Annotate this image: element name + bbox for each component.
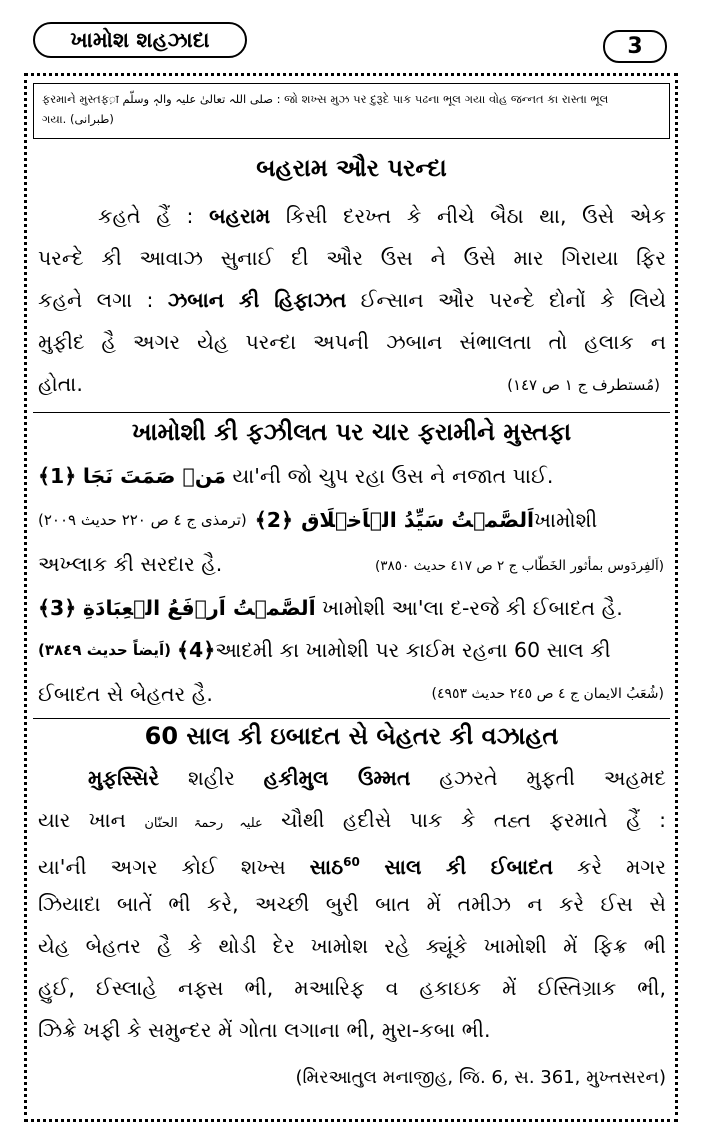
text: ઈન્સાન ઔર પરન્દે દોનોં કે લિયે: [346, 288, 666, 312]
arabic-text: مَنۡ صَمَتَ نَجَا: [82, 464, 226, 488]
body-line: અખ્લાક કી સરદાર હૈ.: [38, 552, 223, 576]
text: ખામોશી: [534, 508, 598, 532]
section-heading-bahram: બહરામ ઔર પરન્દા: [256, 154, 447, 182]
item-marker: ﴾2﴿: [254, 508, 294, 532]
item-marker: ﴾1﴿: [38, 464, 77, 488]
bold-phrase: સાઠ: [309, 854, 344, 879]
text: આદમી કા ખામોશી પર કાઈમ રહના 60 સાલ કી: [215, 638, 611, 662]
body-line: [38, 202, 666, 230]
citation: (اَیضاً حدیث ٣٨٤٩): [38, 641, 171, 659]
saying-line-1: ફરમાને મુસ્તફ़ा صلی اللہ تعالیٰ علیہ والہٖ وسلّم : જો શખ્સ મુઝ પર દુરૂદે પાક પઢના ભૂલ ગયા વોહ જન્નત કા રાસ્તા ભૂલ: [42, 92, 609, 106]
citation: (મિરઆતુલ મનાજીહ, જિ. 6, સ. 361, મુખ્તસરન): [295, 1067, 666, 1088]
hadith-2: [38, 506, 666, 534]
bold-phrase: હકીમુલ ઉમ્મત: [263, 766, 411, 790]
body-line: હોતા.: [38, 372, 83, 396]
book-title-text: ખામોશ શહઝાદા: [70, 27, 210, 52]
hadith-1: [38, 462, 666, 490]
citation: (اَلفِردَوس بمأثور الخَطّاب ج ٢ ص ٤١٧ حدیث ٣٨٥٠): [375, 558, 664, 574]
text: કહતે હૈં :: [98, 204, 210, 228]
arabic-text: اَلصَّمۡتُ اَرۡفَعُ الۡعِبَادَةِ: [82, 596, 316, 620]
text: શહીર: [159, 766, 264, 790]
bold-phrase: ઝબાન કી હિફાઝત: [167, 288, 347, 312]
text: યા'ની અગર કોઈ શખ્સ: [38, 854, 310, 879]
body-line: ઈબાદત સે બેહતર હૈ.: [38, 682, 213, 706]
bold-phrase: મુફસ્સિરે: [88, 766, 160, 790]
text: યા'ની જો ચુપ રહા ઉસ ને નજાત પાઈ.: [225, 464, 554, 488]
arabic-honorific: علیہ رحمۃ الحنّان: [144, 816, 263, 831]
body-line: હુઈ, ઈસ્લાહે નફ્સ ભી, મઆરિફ વ હકાઇક મેં ઈસ્તિગ્રાક ભી,: [38, 976, 666, 1000]
text: ચૌથી હદીસે પાક કે તહ્ત ફરમાતે હૈં :: [262, 808, 666, 832]
name-bahram: બહરામ: [209, 204, 271, 228]
book-title: [33, 22, 247, 58]
body-line: ઝિયાદા બાતેં ભી કરે, અચ્છી બુરી બાત મેં તમીઝ ન કરે ઈસ સે: [38, 892, 666, 916]
citation: (شُعَبُ الایمان ج ٤ ص ٢٤٥ حدیث ٤٩٥٣): [431, 686, 664, 702]
page-number: [603, 30, 667, 63]
saying-box: [33, 83, 670, 139]
bold-phrase: સાલ કી ઈબાદત: [359, 854, 554, 879]
item-marker: ﴾3﴿: [38, 596, 77, 620]
body-line: મુફીદ હૈ અગર યેહ પરન્દા અપની ઝબાન સંભાલતા તો હલાક ન: [38, 330, 666, 354]
arabic-text: اَلصَّمۡتُ سَیِّدُ الۡاَخۡلَاق: [301, 508, 535, 532]
text: કહને લગા :: [38, 288, 168, 312]
hadith-3: [38, 594, 666, 622]
divider: [33, 718, 670, 719]
body-line: [38, 806, 666, 838]
body-line: [38, 286, 666, 314]
text: હઝરતે મુફતી અહમદ: [410, 766, 666, 790]
divider: [33, 412, 670, 413]
superscript: 60: [343, 855, 360, 869]
section-heading-virtue: ખામોશી કી ફઝીલત પર ચાર ફરામીને મુસ્તફા: [131, 418, 572, 446]
body-line: ઝિક્રે ખફી કે સમુન્દર મેં ગોતા લગાના ભી, મુરા-કબા ભી.: [38, 1018, 491, 1042]
body-line: [38, 764, 666, 792]
text: યાર ખાન: [38, 808, 145, 832]
body-line: [38, 848, 666, 881]
text: કિસી દરખ્ત કે નીચે બૈઠા થા, ઉસે એક: [270, 204, 667, 228]
body-line: પરન્દે કી આવાઝ સુનાઈ દી ઔર ઉસ ને ઉસે માર ગિરાયા ફિર: [38, 246, 666, 270]
text: ખામોશી આ'લા દ-રજે કી ઈબાદત હૈ.: [315, 596, 623, 620]
body-line: યેહ બેહતર હૈ કે થોડી દેર ખામોશ રહે ક્યૂંકે ખામોશી મેં ફિક્ર ભી: [38, 934, 666, 958]
section-heading-explanation: 60 સાલ કી ઇબાદત સે બેહતર કી વઝાહત: [144, 722, 559, 750]
citation: (ترمذی ج ٤ ص ٢٢٠ حدیث ٢٠٠٩): [38, 511, 247, 529]
page-number-text: 3: [627, 34, 643, 59]
citation: (مُستطرف ج ١ ص ١٤٧): [507, 376, 660, 394]
item-marker: ﴾4﴿: [176, 638, 216, 662]
text: કરે મગર: [553, 854, 666, 879]
saying-line-2: ગયા. (طبرانی): [42, 112, 114, 126]
hadith-4: [38, 636, 666, 664]
